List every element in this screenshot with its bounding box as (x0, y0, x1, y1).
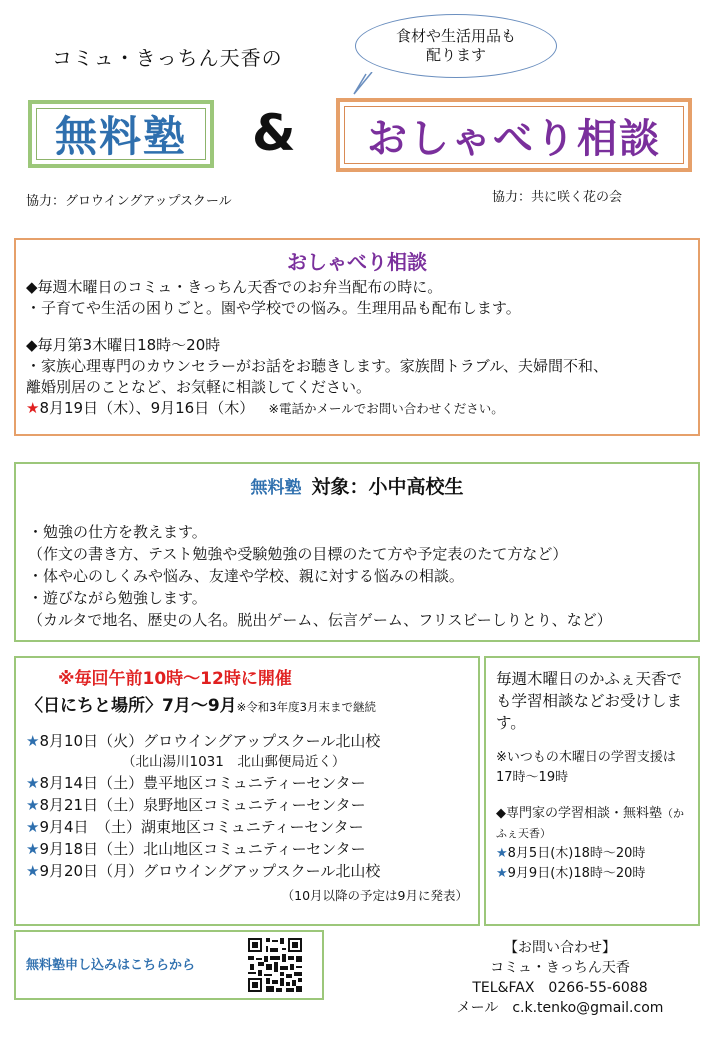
schedule-item-text: 9月18日（土）北山地区コミュニティーセンター (39, 840, 366, 858)
cafe-lead: 毎週木曜日のかふぇ天香でも学習相談などお受けします。 (496, 670, 683, 732)
talk-section (14, 238, 700, 436)
juku-line: （作文の書き方、テスト勉強や受験勉強の目標のたて方や予定表のたて方など） (28, 545, 568, 563)
talk-line: ◆毎月第3木曜日18時～20時 (26, 336, 221, 354)
star-icon: ★ (496, 866, 508, 881)
cafe-date-text: 8月5日(木)18時～20時 (507, 846, 646, 861)
cafe-date (496, 844, 688, 864)
schedule-item (26, 860, 468, 882)
title-talk-consult (336, 98, 692, 172)
juku-heading (28, 472, 686, 499)
contact-tel[interactable]: TEL&FAX 0266-55-6088 (472, 980, 648, 996)
bubble-tail-icon (350, 72, 380, 96)
title-free-juku (28, 100, 214, 168)
contact-block (420, 938, 700, 1018)
juku-line: ・勉強の仕方を教えます。 (28, 523, 207, 541)
cafe-expert (496, 804, 688, 884)
juku-heading-target: 対象：小中高校生 (311, 476, 464, 498)
talk-line: ・家族心理専門のカウンセラーがお話をお聴きします。家族間トラブル、夫婦間不和、 (26, 357, 609, 375)
contact-mail[interactable]: メール c.k.tenko@gmail.com (456, 1000, 664, 1016)
talk-line: 離婚別居のことなど、お気軽に相談してください。 (26, 378, 372, 396)
star-icon: ★ (26, 399, 40, 417)
juku-section (14, 462, 700, 642)
cafe-section (484, 656, 700, 926)
talk-line: ◆毎週木曜日のコミュ・きっちん天香でのお弁当配布の時に。 (26, 278, 443, 296)
org-heading: コミュ・きっちん天香の (52, 46, 283, 70)
cafe-date (496, 864, 688, 884)
schedule-item-text: 8月21日（土）泉野地区コミュニティーセンター (39, 796, 366, 814)
cafe-expert-place: （かふぇ天香） (496, 807, 684, 840)
talk-dates-note: ※電話かメールでお問い合わせください。 (268, 401, 504, 416)
star-icon: ★ (496, 846, 508, 861)
schedule-address: （北山湯川1031 北山郵便局近く） (122, 754, 346, 770)
talk-dates: 8月19日（木）、9月16日（木） (39, 399, 255, 417)
contact-title: 【お問い合わせ】 (504, 940, 616, 956)
schedule-item (26, 816, 468, 838)
cafe-date-text: 9月9日(木)18時～20時 (507, 866, 646, 881)
juku-line: ・遊びながら勉強します。 (28, 589, 207, 607)
star-icon: ★ (26, 796, 40, 814)
bubble-line: 配ります (425, 46, 486, 64)
talk-heading: おしゃべり相談 (287, 250, 427, 274)
juku-line: ・体や心のしくみや悩み、友達や学校、親に対する悩みの相談。 (28, 567, 464, 585)
talk-line: ・子育てや生活の困りごと。園や学校での悩み。生理用品も配布します。 (26, 299, 521, 317)
schedule-period (26, 691, 468, 716)
apply-section (14, 930, 324, 1000)
juku-line: （カルタで地名、歴史の人名。脱出ゲーム、伝言ゲーム、フリスビーしりとり、など） (28, 611, 612, 629)
title-free-juku-text: 無料塾 (36, 108, 206, 160)
qr-code-icon[interactable] (246, 936, 304, 994)
ampersand: & (252, 104, 296, 162)
schedule-item (26, 838, 468, 860)
schedule-section (14, 656, 480, 926)
schedule-period-note: ※令和3年度3月末まで継続 (236, 700, 376, 714)
schedule-item (26, 772, 468, 794)
talk-dates-row (26, 398, 688, 419)
schedule-footnote: （10月以降の予定は9月に発表） (281, 888, 468, 903)
cafe-expert-label: ◆専門家の学習相談・無料塾 (496, 806, 662, 821)
cooperation-left: 協力：グロウイングアップスクール (26, 194, 232, 209)
title-talk-consult-text: おしゃべり相談 (344, 106, 684, 164)
schedule-item (26, 794, 468, 816)
schedule-item-text: 9月20日（月）グロウイングアップスクール北山校 (39, 862, 381, 880)
star-icon: ★ (26, 818, 40, 836)
juku-heading-name: 無料塾 (250, 478, 302, 498)
schedule-item (26, 730, 468, 752)
contact-org: コミュ・きっちん天香 (490, 960, 630, 976)
schedule-item-text: 9月4日 （土）湖東地区コミュニティーセンター (39, 818, 364, 836)
star-icon: ★ (26, 774, 40, 792)
cafe-note: ※いつもの木曜日の学習支援は17時～19時 (496, 750, 676, 785)
star-icon: ★ (26, 862, 40, 880)
apply-text: 無料塾申し込みはこちらから (26, 958, 196, 973)
schedule-item-text: 8月10日（火）グロウイングアップスクール北山校 (39, 732, 381, 750)
star-icon: ★ (26, 840, 40, 858)
star-icon: ★ (26, 732, 40, 750)
speech-bubble (355, 14, 557, 78)
schedule-period-label: 〈日にちと場所〉7月～9月 (26, 696, 237, 716)
cooperation-right: 協力：共に咲く花の会 (492, 190, 623, 205)
schedule-time: ※毎回午前10時～12時に開催 (58, 669, 292, 689)
bubble-line: 食材や生活用品も (395, 27, 516, 45)
schedule-item-text: 8月14日（土）豊平地区コミュニティーセンター (39, 774, 366, 792)
